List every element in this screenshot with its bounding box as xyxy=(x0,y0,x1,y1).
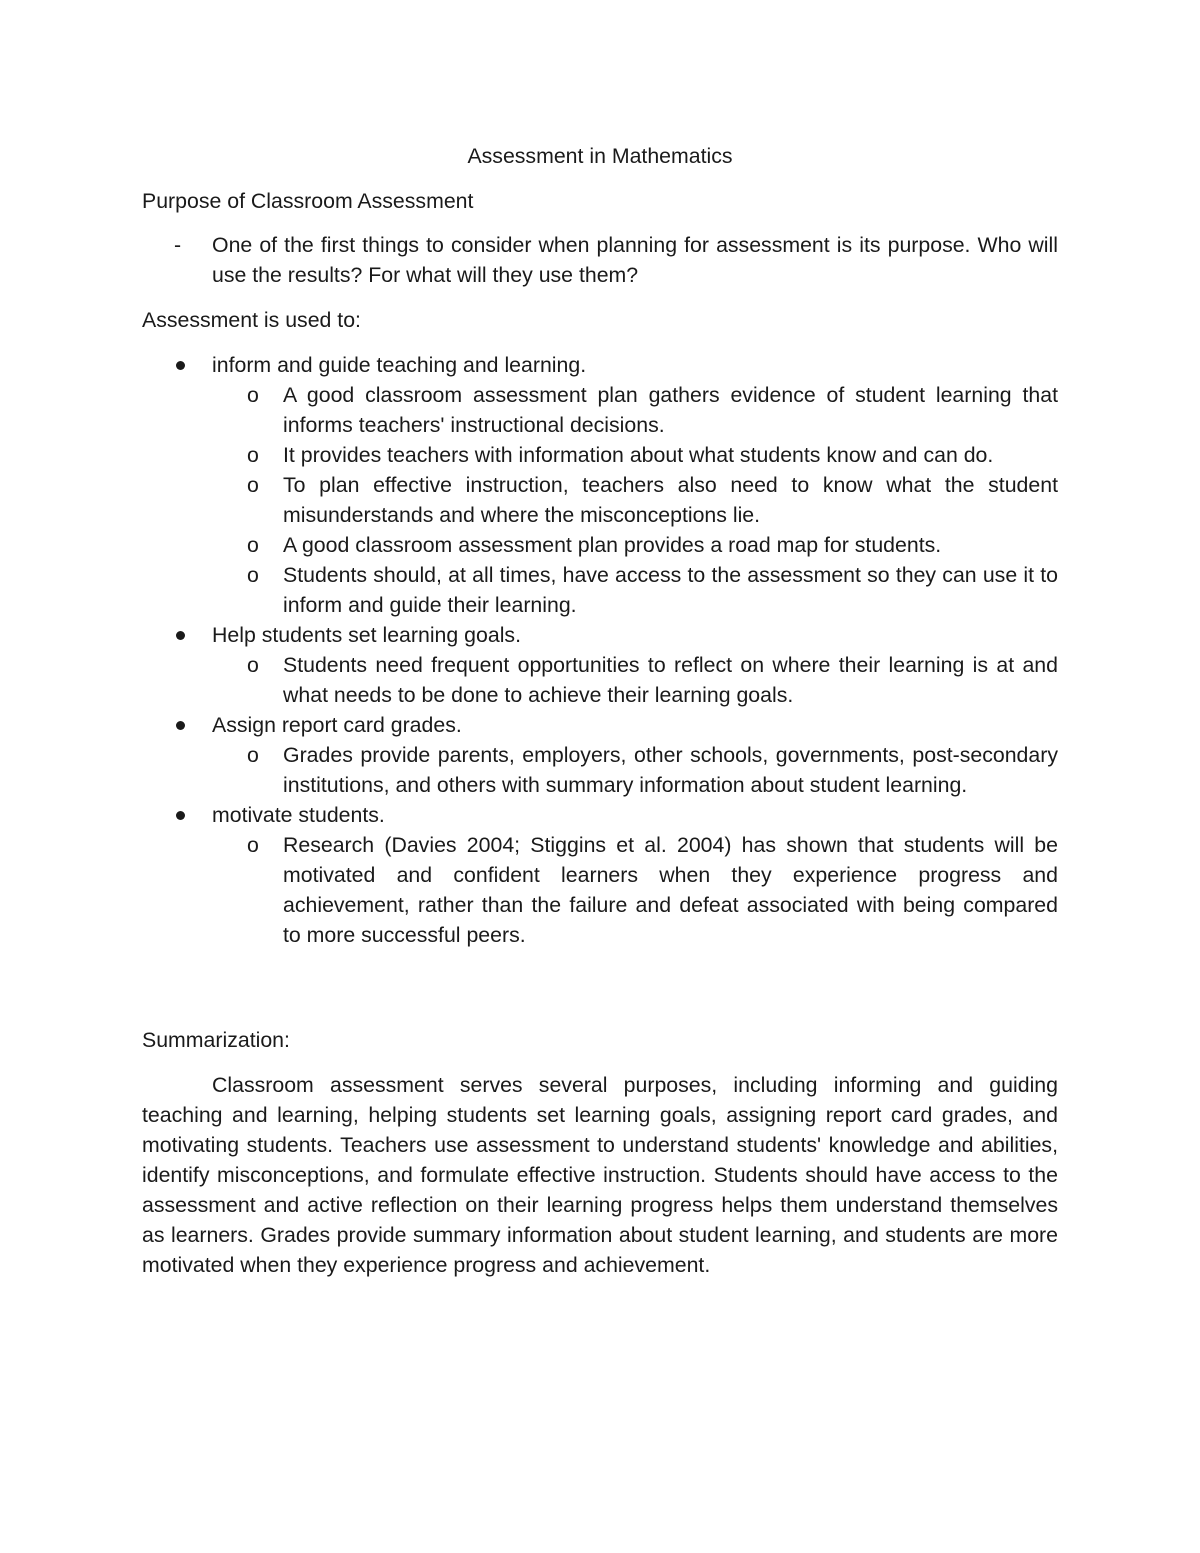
document-title: Assessment in Mathematics xyxy=(467,144,733,168)
purpose-dash-item xyxy=(142,230,1058,290)
sub-bullet-marker: o xyxy=(247,533,259,557)
bullet-text: Assign report card grades. xyxy=(212,713,462,737)
dash-marker: - xyxy=(174,233,182,257)
bullet-text: inform and guide teaching and learning. xyxy=(212,353,587,377)
summary-paragraph: Classroom assessment serves several purposes, including informing and guiding teaching and learning, helping students set learning goals, assigning report card grades, and motivating students. Teachers use assessment to understand students' knowledge and abilities, identify misconceptions, and formulate effective instruction. Students should have access to the assessment and active reflection on their learning progress helps them understand themselves as learners. Grades provide summary information about student learning, and students are more motivated when they experience progress and achievement. xyxy=(142,1073,1058,1277)
sub-bullet-marker: o xyxy=(247,383,259,407)
bullet-icon xyxy=(176,631,185,640)
sub-bullet-marker: o xyxy=(247,563,259,587)
sub-item-text: Students need frequent opportunities to reflect on where their learning is at and what needs to be done to achieve their learning goals. xyxy=(283,653,1058,707)
list-item xyxy=(142,620,1058,710)
sub-item-text: A good classroom assessment plan gathers evidence of student learning that informs teachers' instructional decisions. xyxy=(283,383,1058,437)
sub-item-text: Research (Davies 2004; Stiggins et al. 2004) has shown that students will be motivated and confident learners when they experience progress and achievement, rather than the failure and defeat associated with being compared to more successful peers. xyxy=(283,833,1058,947)
used-heading: Assessment is used to: xyxy=(142,308,361,332)
sub-list xyxy=(212,380,1058,620)
sub-list-item xyxy=(212,830,1058,950)
sub-list-item xyxy=(212,380,1058,440)
sub-bullet-marker: o xyxy=(247,833,259,857)
list-item xyxy=(142,710,1058,800)
sub-item-text: To plan effective instruction, teachers also need to know what the student misunderstands and where the misconceptions lie. xyxy=(283,473,1058,527)
sub-list-item xyxy=(212,440,1058,470)
list-item xyxy=(142,800,1058,950)
sub-list xyxy=(212,650,1058,710)
purpose-heading: Purpose of Classroom Assessment xyxy=(142,189,474,213)
sub-list-item xyxy=(212,560,1058,620)
sub-list-item xyxy=(212,740,1058,800)
summary-heading: Summarization: xyxy=(142,1028,290,1052)
assessment-uses-list xyxy=(142,350,1058,950)
sub-bullet-marker: o xyxy=(247,743,259,767)
sub-list-item xyxy=(212,650,1058,710)
sub-bullet-marker: o xyxy=(247,443,259,467)
sub-list-item xyxy=(212,530,1058,560)
bullet-text: motivate students. xyxy=(212,803,385,827)
purpose-text: One of the first things to consider when planning for assessment is its purpose. Who will use the results? For what will they use them? xyxy=(212,233,1058,287)
sub-item-text: Grades provide parents, employers, other schools, governments, post-secondary institutions, and others with summary information about student learning. xyxy=(283,743,1058,797)
bullet-icon xyxy=(176,721,185,730)
bullet-text: Help students set learning goals. xyxy=(212,623,521,647)
sub-bullet-marker: o xyxy=(247,473,259,497)
list-item xyxy=(142,350,1058,620)
sub-item-text: A good classroom assessment plan provides a road map for students. xyxy=(283,533,942,557)
sub-list-item xyxy=(212,470,1058,530)
sub-list xyxy=(212,740,1058,800)
bullet-icon xyxy=(176,811,185,820)
sub-bullet-marker: o xyxy=(247,653,259,677)
sub-list xyxy=(212,830,1058,950)
bullet-icon xyxy=(176,361,185,370)
sub-item-text: It provides teachers with information about what students know and can do. xyxy=(283,443,994,467)
sub-item-text: Students should, at all times, have access to the assessment so they can use it to inform and guide their learning. xyxy=(283,563,1058,617)
